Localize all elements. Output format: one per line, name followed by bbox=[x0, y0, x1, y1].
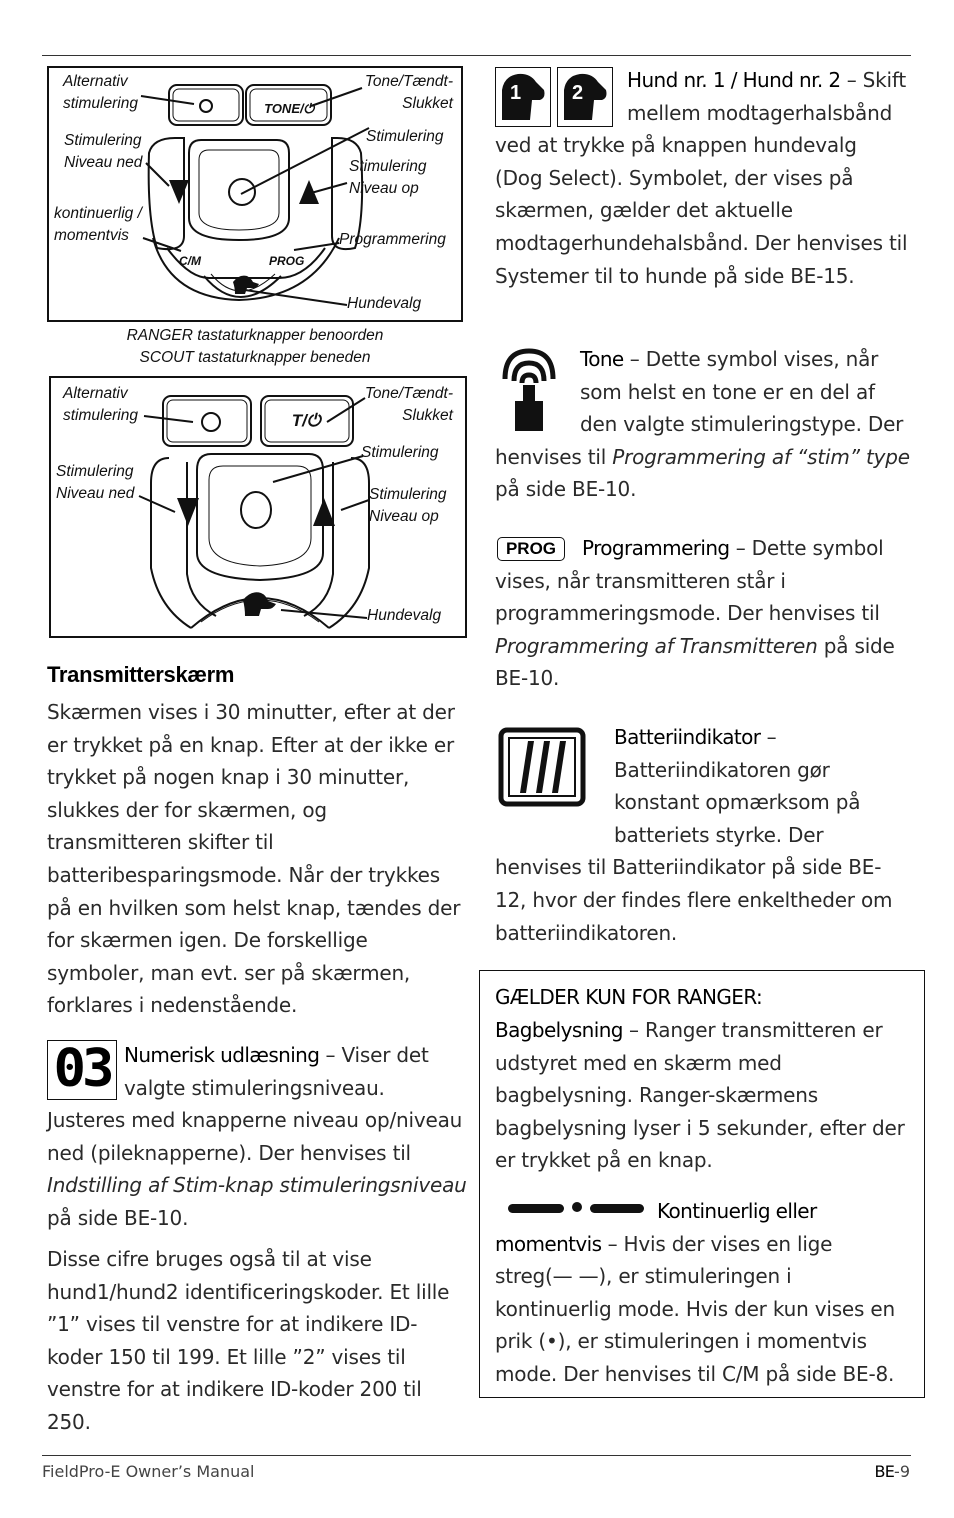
label-stim: Stimulering bbox=[361, 444, 439, 461]
label-dog-select: Hundevalg bbox=[347, 295, 422, 312]
dog-select-icon bbox=[243, 592, 276, 616]
alt-stim-circle-icon bbox=[200, 100, 212, 112]
page-num: -9 bbox=[894, 1462, 910, 1481]
stim-down-arrow-icon bbox=[169, 180, 189, 204]
prog-tail: på side BE-10. bbox=[495, 633, 895, 691]
tone-paragraph bbox=[495, 343, 910, 506]
prog-key-label: PROG bbox=[269, 254, 305, 268]
prog-title: Programmering bbox=[582, 536, 730, 560]
prog-desc: – Dette symbol vises, når transmitteren står i programmeringsmode. Der henvises til bbox=[495, 536, 884, 626]
label-dog-select: Hundevalg bbox=[367, 607, 442, 624]
battery-desc-text: – Batteriindikatoren gør konstant opmærksom på batteriets styrke. Der henvises til Batteriindikator på side BE-12, hvor der findes flere enkeltheder om batteriindikatoren. bbox=[495, 725, 893, 945]
backlight-paragraph bbox=[495, 1014, 910, 1177]
numeric-tail: på side BE-10. bbox=[47, 1205, 189, 1230]
label-tone-power: Tone/Tændt- Slukket bbox=[364, 385, 453, 424]
numeric-display-digits: 03 bbox=[53, 1038, 111, 1099]
page-prefix: BE bbox=[874, 1462, 895, 1481]
top-rule bbox=[42, 55, 911, 56]
tone-title: Tone bbox=[580, 347, 624, 371]
digits-paragraph: Disse cifre bruges også til at vise hund1/hund2 identificeringskoder. Et lille ”1” vises til venstre for at indikere ID-koder 150 til 199. Et lille ”2” vises til venstre for at indikere ID-koder 200 til 250. bbox=[47, 1247, 450, 1434]
label-stim-up: Stimulering Niveau op bbox=[369, 486, 447, 525]
dog-2-number: 2 bbox=[572, 82, 584, 104]
label-alt-stim: Alternativ stimulering bbox=[63, 385, 138, 424]
caption-ranger: RANGER tastaturknapper benoorden bbox=[126, 327, 384, 344]
label-stim: Stimulering bbox=[366, 128, 444, 145]
footer-title: FieldPro-E Owner’s Manual bbox=[42, 1462, 255, 1481]
dog-1-number: 1 bbox=[510, 82, 522, 104]
backlight-title: Bagbelysning bbox=[495, 1018, 623, 1042]
dog-title: Hund nr. 1 / Hund nr. 2 bbox=[627, 68, 841, 92]
prog-paragraph bbox=[495, 532, 910, 695]
tone-desc: – Dette symbol vises, når som helst en tone er en del af den valgte stimuleringstype. Der henvises til bbox=[495, 347, 904, 469]
label-alt-stim: Alternativ stimulering bbox=[63, 73, 138, 112]
numeric-title: Numerisk udlæsning bbox=[124, 1043, 320, 1067]
prog-icon-text: PROG bbox=[505, 539, 557, 558]
section-heading: Transmitterskærm bbox=[47, 662, 235, 687]
ranger-keypad-diagram bbox=[47, 66, 463, 322]
stim-up-arrow-icon bbox=[313, 498, 335, 526]
prog-ref: Programmering af Transmitteren bbox=[495, 633, 818, 658]
tone-ref: Programmering af “stim” type bbox=[612, 444, 910, 469]
label-stim-up: Stimulering Niveau op bbox=[349, 158, 427, 197]
dog-paragraph bbox=[495, 64, 910, 292]
cm-title: Kontinuerlig eller momentvis bbox=[495, 1199, 817, 1256]
bottom-rule bbox=[42, 1455, 911, 1456]
page-number bbox=[875, 1462, 910, 1481]
label-prog: Programmering bbox=[339, 231, 446, 248]
label-tone-power: Tone/Tændt- Slukket bbox=[364, 73, 453, 112]
caption-scout: SCOUT tastaturknapper beneden bbox=[139, 349, 371, 366]
tone-key-label: T/⏻ bbox=[291, 411, 321, 430]
diagram-caption bbox=[47, 325, 463, 369]
cm-key-label: C/M bbox=[179, 254, 201, 268]
scout-keypad-diagram bbox=[49, 376, 467, 638]
tone-tail: på side BE-10. bbox=[495, 477, 637, 502]
label-stim-down: Stimulering Niveau ned bbox=[56, 463, 135, 502]
numeric-paragraph bbox=[47, 1039, 467, 1235]
cm-paragraph bbox=[495, 1195, 910, 1391]
label-cont-mom: kontinuerlig / momentvis bbox=[54, 205, 142, 244]
dog-desc: – Skift mellem modtagerhalsbånd ved at trykke på knappen hundevalg (Dog Select). Symbolet, der vises på skærmen, gælder det aktuelle modtagerhundehalsbånd. Der henvises til Systemer til to hunde på side BE-15. bbox=[495, 68, 908, 288]
cm-desc: – Hvis der vises en lige streg(— —), er stimuleringen i kontinuerlig mode. Hvis der kun vises en prik (•), er stimuleringen i momentvis mode. Der henvises til C/M på side BE-8. bbox=[495, 1231, 895, 1386]
numeric-ref: Indstilling af Stim-knap stimuleringsniveau bbox=[47, 1173, 467, 1198]
backlight-desc: – Ranger transmitteren er udstyret med en skærm med bagbelysning. Ranger-skærmens bagbelysning lyser i 5 sekunder, efter der er trykket på en knap. bbox=[495, 1018, 905, 1173]
ranger-only-heading: GÆLDER KUN FOR RANGER: bbox=[495, 985, 763, 1009]
battery-paragraph bbox=[495, 721, 910, 949]
numeric-desc: – Viser det valgte stimuleringsniveau. Justeres med knapperne niveau op/niveau ned (pileknapperne). Der henvises til bbox=[47, 1043, 463, 1165]
battery-title: Batteriindikator bbox=[614, 725, 761, 749]
stim-down-arrow-icon bbox=[177, 498, 199, 526]
label-stim-down: Stimulering Niveau ned bbox=[64, 132, 143, 171]
tone-key-label: TONE/⏻ bbox=[264, 101, 314, 116]
intro-paragraph: Skærmen vises i 30 minutter, efter at der er trykket på en knap. Efter at der ikke er trykket på nogen knap i 30 minutter, slukkes der for skærmen, og transmitteren skifter til batteribesparingsmode. Når der trykkes på en hvilken som helst knap, tændes der for skærmen igen. De forskellige symboler, man evt. ser på skærmen, forklares i nedenstående. bbox=[47, 700, 461, 1018]
